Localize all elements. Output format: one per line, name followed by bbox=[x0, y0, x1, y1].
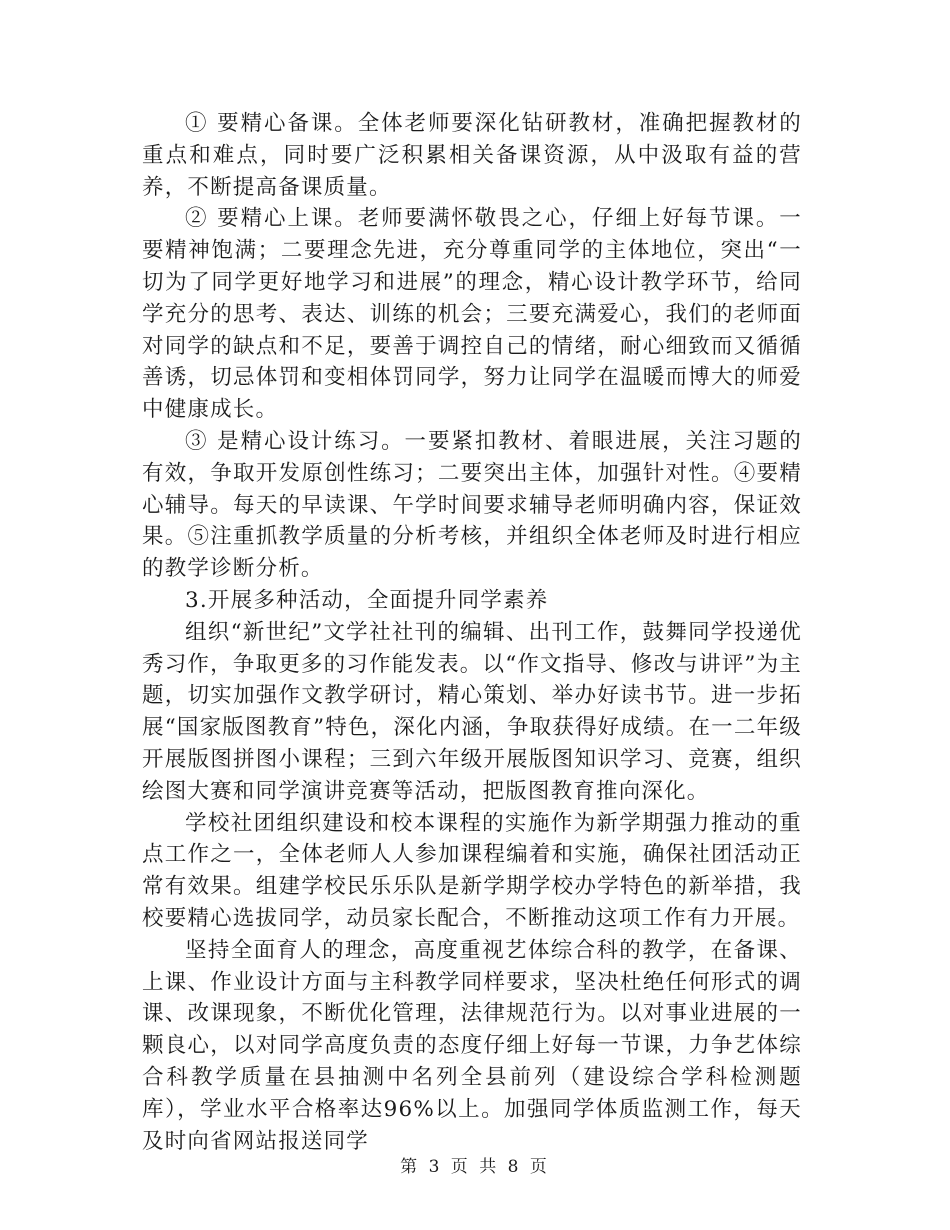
paragraph-prepare-lessons: ① 要精心备课。全体老师要深化钻研教材，准确把握教材的重点和难点，同时要广泛积累相关备课资源，从中汲取有益的营养，不断提高备课质量。 bbox=[142, 111, 802, 200]
paragraph-arts-sports: 坚持全面育人的理念，高度重视艺体综合科的教学，在备课、上课、作业设计方面与主科教学同样要求，坚决杜绝任何形式的调课、改课现象，不断优化管理，法律规范行为。以对事业进展的一颗良心，以对同学高度负责的态度仔细上好每一节课，力争艺体综合科教学质量在县抽测中名列全县前列（建设综合学科检测题库），学业水平合格率达96%以上。加强同学体质监测工作，每天及时向省网站报送同学 bbox=[142, 937, 802, 1154]
paragraph-design-exercises: ③ 是精心设计练习。一要紧扣教材、着眼进展，关注习题的有效，争取开发原创性练习；二要突出主体，加强针对性。④要精心辅导。每天的早读课、午学时间要求辅导老师明确内容，保证效果。⑤注重抓教学质量的分析考核，并组织全体老师及时进行相应的教学诊断分析。 bbox=[142, 428, 802, 582]
section-heading-activities: 3.开展多种活动，全面提升同学素养 bbox=[185, 587, 549, 613]
page-number-footer: 第 3 页 共 8 页 bbox=[400, 1157, 550, 1177]
paragraph-literary-society: 组织“新世纪”文学社社刊的编辑、出刊工作，鼓舞同学投递优秀习作，争取更多的习作能发表。以“作文指导、修改与讲评”为主题，切实加强作文教学研讨，精心策划、举办好读书节。进一步拓展“国家版图教育”特色，深化内涵，争取获得好成绩。在一二年级开展版图拼图小课程；三到六年级开展版图知识学习、竞赛，组织绘图大赛和同学演讲竞赛等活动，把版图教育推向深化。 bbox=[142, 619, 802, 804]
document-body bbox=[142, 108, 802, 1157]
paragraph-school-clubs: 学校社团组织建设和校本课程的实施作为新学期强力推动的重点工作之一，全体老师人人参加课程编着和实施，确保社团活动正常有效果。组建学校民乐乐队是新学期学校办学特色的新举措，我校要精心选拔同学，动员家长配合，不断推动这项工作有力开展。 bbox=[142, 810, 802, 931]
paragraph-teach-lessons: ② 要精心上课。老师要满怀敬畏之心，仔细上好每节课。一要精神饱满；二要理念先进，充分尊重同学的主体地位，突出“一切为了同学更好地学习和进展”的理念，精心设计教学环节，给同学充分的思考、表达、训练的机会；三要充满爱心，我们的老师面对同学的缺点和不足，要善于调控自己的情绪，耐心细致而又循循善诱，切忌体罚和变相体罚同学，努力让同学在温暖而博大的师爱中健康成长。 bbox=[142, 206, 802, 423]
